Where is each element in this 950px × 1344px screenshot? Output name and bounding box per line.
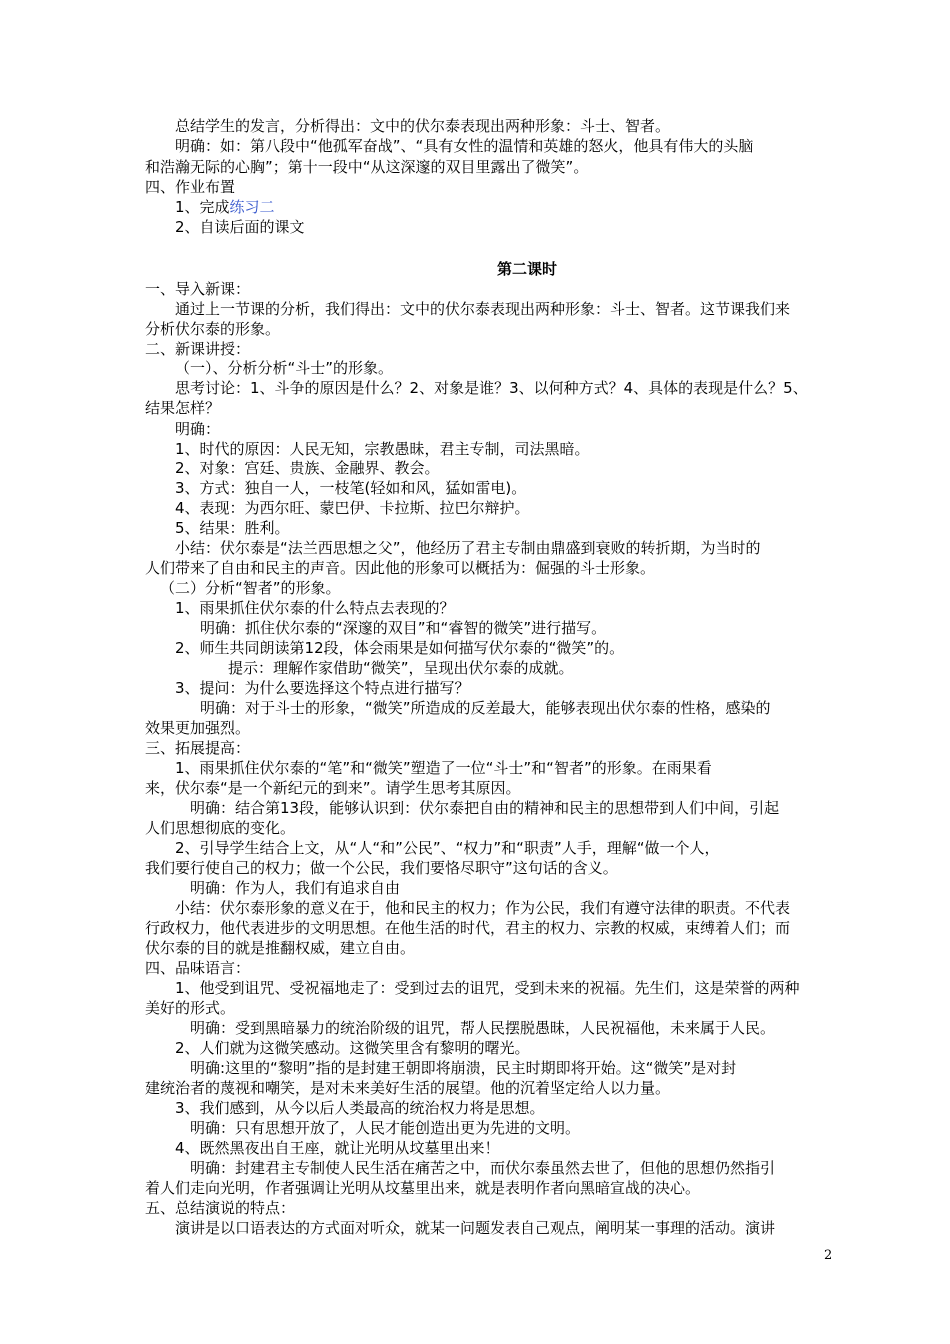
text-line: 总结学生的发言，分析得出：文中的伏尔泰表现出两种形象：斗士、智者。 <box>175 117 671 135</box>
text-line: 明确：对于斗士的形象，“微笑”所造成的反差最大，能够表现出伏尔泰的性格，感染的 <box>200 699 771 717</box>
text-line: 行政权力，他代表进步的文明思想。在他生活的时代，君主的权力、宗教的权威，束缚着人们；而 <box>145 919 791 937</box>
text-line: 1、雨果抓住伏尔泰的“笔”和“微笑”塑造了一位“斗士”和“智者”的形象。在雨果看 <box>175 759 712 777</box>
text-line: 明确：如：第八段中“他孤军奋战”、“具有女性的温情和英雄的怒火，他具有伟大的头脑 <box>175 137 754 155</box>
text-line: 明确： <box>175 420 221 438</box>
text-line: 2、引导学生结合上文，从“人“和”公民”、“权力”和“职责”人手，理解“做一个人， <box>175 839 720 857</box>
text-line: 演讲是以口语表达的方式面对听众，就某一问题发表自己观点，阐明某一事理的活动。演讲 <box>175 1219 776 1237</box>
section-heading: 五、总结演说的特点： <box>145 1199 296 1217</box>
section-heading: 三、拓展提高： <box>145 739 251 757</box>
text-line: 伏尔泰的目的就是推翻权威，建立自由。 <box>145 939 416 957</box>
text-line: 明确：只有思想开放了，人民才能创造出更为先进的文明。 <box>190 1119 581 1137</box>
text-line: 3、方式：独自一人，一枝笔(轻如和风，猛如雷电)。 <box>175 479 527 497</box>
section-heading: 四、作业布置 <box>145 178 236 196</box>
text-line: 明确：结合第13段，能够认识到：伏尔泰把自由的精神和民主的思想带到人们中间，引起 <box>190 799 780 817</box>
text-line: 1、他受到诅咒、受祝福地走了：受到过去的诅咒，受到未来的祝福。先生们，这是荣誉的两种 <box>175 979 800 997</box>
text-line: 明确:这里的“黎明”指的是封建王朝即将崩溃，民主时期即将开始。这“微笑”是对封 <box>190 1059 737 1077</box>
page-number: 2 <box>824 1248 833 1263</box>
text-line: 4、既然黑夜出自王座，就让光明从坟墓里出来！ <box>175 1139 500 1157</box>
text-line: 分析伏尔泰的形象。 <box>145 320 281 338</box>
text-line: 和浩瀚无际的心胸”；第十一段中“从这深邃的双目里露出了微笑”。 <box>145 158 589 176</box>
text-line: 小结：伏尔泰形象的意义在于，他和民主的权力；作为公民，我们有遵守法律的职责。不代表 <box>175 899 791 917</box>
text-line: 明确：作为人，我们有追求自由 <box>190 879 401 897</box>
text-line: 1、完成练习二 <box>175 198 275 216</box>
text-line: 4、表现：为西尔旺、蒙巴伊、卡拉斯、拉巴尔辩护。 <box>175 499 530 517</box>
text-line: 2、对象：宫廷、贵族、金融界、教会。 <box>175 459 440 477</box>
section-heading: 一、导入新课： <box>145 280 251 298</box>
text-line: （一）、分析分析“斗士”的形象。 <box>175 359 394 377</box>
text-line: 1、雨果抓住伏尔泰的什么特点去表现的？ <box>175 599 455 617</box>
text-line: 小结：伏尔泰是“法兰西思想之父”，他经历了君主专制由鼎盛到衰败的转折期，为当时的 <box>175 539 761 557</box>
text-line: 明确：封建君主专制使人民生活在痛苦之中，而伏尔泰虽然去世了，但他的思想仍然指引 <box>190 1159 776 1177</box>
text-line: 着人们走向光明，作者强调让光明从坟墓里出来，就是表明作者向黑暗宣战的决心。 <box>145 1179 701 1197</box>
text-line: 2、人们就为这微笑感动。这微笑里含有黎明的曙光。 <box>175 1039 530 1057</box>
text-line: 思考讨论：1、斗争的原因是什么？2、对象是谁？3、以何种方式？4、具体的表现是什么？5、 <box>175 379 808 397</box>
text-line: 我们要行使自己的权力；做一个公民，我们要恪尽职守”这句话的含义。 <box>145 859 618 877</box>
text-line: 2、自读后面的课文 <box>175 218 305 236</box>
text-line: 提示：理解作家借助“微笑”，呈现出伏尔泰的成就。 <box>228 659 574 677</box>
lesson-title: 第二课时 <box>497 260 558 278</box>
text-line: 结果怎样？ <box>145 399 221 417</box>
section-heading: 二、新课讲授： <box>145 340 251 358</box>
text-line: 1、时代的原因：人民无知，宗教愚昧，君主专制，司法黑暗。 <box>175 440 590 458</box>
section-heading: 四、品味语言： <box>145 959 251 977</box>
text-line: 明确：受到黑暗暴力的统治阶级的诅咒，帮人民摆脱愚昧，人民祝福他，未来属于人民。 <box>190 1019 776 1037</box>
text-line: 通过上一节课的分析，我们得出：文中的伏尔泰表现出两种形象：斗士、智者。这节课我们来 <box>175 300 791 318</box>
text-line: （二）分析“智者”的形象。 <box>160 579 341 597</box>
text-line: 建统治者的蔑视和嘲笑，是对未来美好生活的展望。他的沉着坚定给人以力量。 <box>145 1079 671 1097</box>
text-line: 3、提问：为什么要选择这个特点进行描写？ <box>175 679 470 697</box>
text-line: 效果更加强烈。 <box>145 719 251 737</box>
text-line: 人们思想彻底的变化。 <box>145 819 296 837</box>
exercise-link[interactable]: 练习二 <box>229 198 275 216</box>
text-line: 来，伏尔泰“是一个新纪元的到来”。请学生思考其原因。 <box>145 779 521 797</box>
text-line: 人们带来了自由和民主的声音。因此他的形象可以概括为：倔强的斗士形象。 <box>145 559 656 577</box>
text-line: 5、结果：胜利。 <box>175 519 290 537</box>
text-line: 2、师生共同朗读第12段，体会雨果是如何描写伏尔泰的“微笑”的。 <box>175 639 625 657</box>
text-line: 美好的形式。 <box>145 999 236 1017</box>
text-line: 明确：抓住伏尔泰的“深邃的双目”和“睿智的微笑”进行描写。 <box>200 619 607 637</box>
text-line: 3、我们感到，从今以后人类最高的统治权力将是思想。 <box>175 1099 545 1117</box>
